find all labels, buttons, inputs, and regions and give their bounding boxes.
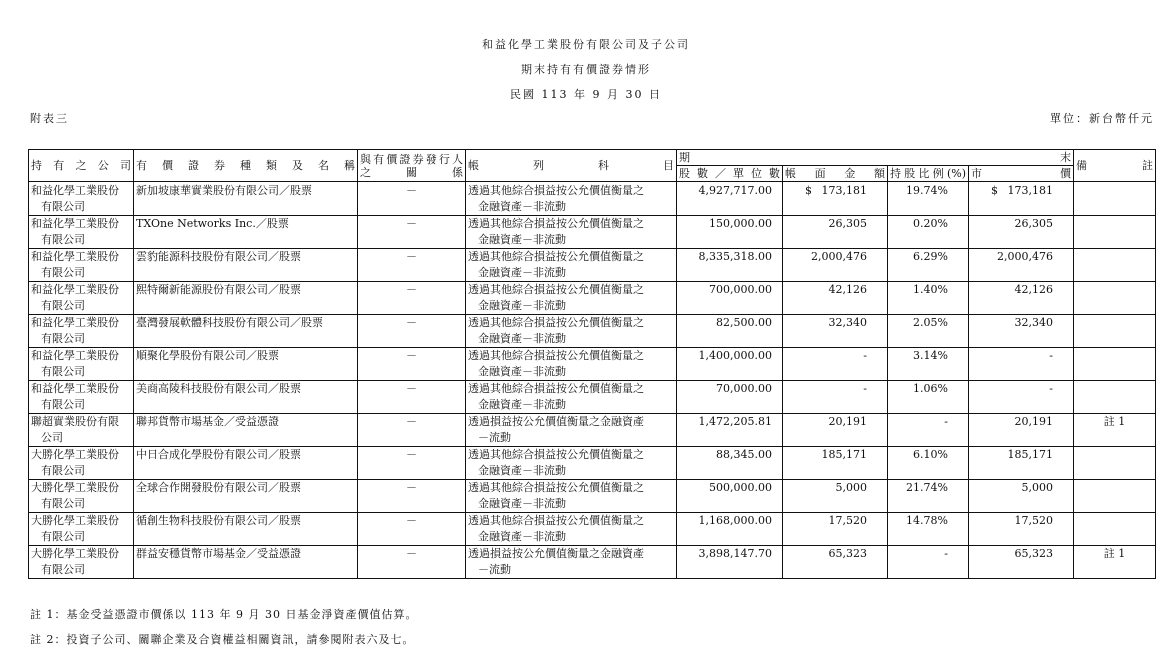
header-security: 有 價 證 券 種 類 及 名 稱 [134, 150, 358, 182]
table-row [29, 480, 1156, 513]
relation-cell: － [358, 315, 466, 348]
ratio-cell: 1.06% [888, 381, 969, 414]
security-cell: 新加坡康華實業股份有限公司／股票 [134, 182, 358, 216]
table-row [29, 414, 1156, 447]
ratio-cell: 1.40% [888, 282, 969, 315]
header-holder: 持 有 之 公 司 [29, 150, 134, 182]
report-company-title: 和益化學工業股份有限公司及子公司 [482, 38, 690, 51]
unit-label: 單位：新台幣仟元 [1050, 112, 1154, 125]
footnote-1: 註 1：基金受益憑證市價係以 113 年 9 月 30 日基金淨資產價值估算。 [30, 608, 418, 621]
account-cell: 透過其他綜合損益按公允價值衡量之 金融資產－非流動 [466, 282, 677, 315]
market-value-cell: - [969, 348, 1074, 381]
account-cell: 透過其他綜合損益按公允價值衡量之 金融資產－非流動 [466, 447, 677, 480]
relation-cell: － [358, 348, 466, 381]
header-ratio: 持股比例(%) [888, 166, 969, 182]
ratio-cell: - [888, 546, 969, 579]
remark-cell [1074, 381, 1156, 414]
security-cell: 臺灣發展軟體科技股份有限公司／股票 [134, 315, 358, 348]
relation-cell: － [358, 381, 466, 414]
holder-cell: 聯超實業股份有限 公司 [29, 414, 134, 447]
table-row [29, 315, 1156, 348]
remark-cell: 註 1 [1074, 414, 1156, 447]
security-cell: 雲豹能源科技股份有限公司／股票 [134, 249, 358, 282]
shares-cell: 150,000.00 [677, 216, 783, 249]
remark-cell [1074, 348, 1156, 381]
table-row [29, 348, 1156, 381]
table-row [29, 216, 1156, 249]
header-relation: 與有價證券發行人 之 關 係 [358, 150, 466, 182]
table-row [29, 249, 1156, 282]
security-cell: 中日合成化學股份有限公司／股票 [134, 447, 358, 480]
book-value-cell: 32,340 [783, 315, 888, 348]
relation-cell: － [358, 249, 466, 282]
securities-table [28, 149, 1156, 579]
account-cell: 透過其他綜合損益按公允價值衡量之 金融資產－非流動 [466, 381, 677, 414]
book-value-cell: 5,000 [783, 480, 888, 513]
table-row [29, 381, 1156, 414]
shares-cell: 88,345.00 [677, 447, 783, 480]
security-cell: 循創生物科技股份有限公司／股票 [134, 513, 358, 546]
account-cell: 透過其他綜合損益按公允價值衡量之 金融資產－非流動 [466, 249, 677, 282]
remark-cell: 註 1 [1074, 546, 1156, 579]
ratio-cell: - [888, 414, 969, 447]
holder-cell: 和益化學工業股份 有限公司 [29, 282, 134, 315]
market-value-cell: 26,305 [969, 216, 1074, 249]
remark-cell [1074, 182, 1156, 216]
relation-cell: － [358, 447, 466, 480]
shares-cell: 4,927,717.00 [677, 182, 783, 216]
holder-cell: 和益化學工業股份 有限公司 [29, 315, 134, 348]
book-value-cell: 65,323 [783, 546, 888, 579]
ratio-cell: 6.10% [888, 447, 969, 480]
security-cell: 美商高陵科技股份有限公司／股票 [134, 381, 358, 414]
security-cell: TXOne Networks Inc.／股票 [134, 216, 358, 249]
market-value-cell: 42,126 [969, 282, 1074, 315]
header-book-value: 帳 面 金 額 [783, 166, 888, 182]
security-cell: 聯邦貨幣市場基金／受益憑證 [134, 414, 358, 447]
holder-cell: 和益化學工業股份 有限公司 [29, 182, 134, 216]
security-cell: 順聚化學股份有限公司／股票 [134, 348, 358, 381]
ratio-cell: 2.05% [888, 315, 969, 348]
table-row [29, 182, 1156, 216]
market-value-cell: 20,191 [969, 414, 1074, 447]
report-subtitle: 期末持有有價證券情形 [521, 63, 651, 76]
footnote-2: 註 2：投資子公司、關聯企業及合資權益相關資訊，請參閱附表六及七。 [30, 633, 415, 646]
header-market-value: 市 價 [969, 166, 1074, 182]
account-cell: 透過其他綜合損益按公允價值衡量之 金融資產－非流動 [466, 216, 677, 249]
table-row [29, 546, 1156, 579]
remark-cell [1074, 513, 1156, 546]
shares-cell: 500,000.00 [677, 480, 783, 513]
security-cell: 全球合作開發股份有限公司／股票 [134, 480, 358, 513]
header-shares: 股數／單位數 [677, 166, 783, 182]
security-cell: 熙特爾新能源股份有限公司／股票 [134, 282, 358, 315]
market-value-cell: - [969, 381, 1074, 414]
book-value-cell: 17,520 [783, 513, 888, 546]
ratio-cell: 3.14% [888, 348, 969, 381]
holder-cell: 大勝化學工業股份 有限公司 [29, 480, 134, 513]
ratio-cell: 19.74% [888, 182, 969, 216]
book-value-cell: $ 173,181 [783, 182, 888, 216]
relation-cell: － [358, 282, 466, 315]
book-value-cell: 2,000,476 [783, 249, 888, 282]
book-value-cell: 185,171 [783, 447, 888, 480]
relation-cell: － [358, 513, 466, 546]
ratio-cell: 21.74% [888, 480, 969, 513]
ratio-cell: 0.20% [888, 216, 969, 249]
book-value-cell: 42,126 [783, 282, 888, 315]
relation-cell: － [358, 216, 466, 249]
account-cell: 透過其他綜合損益按公允價值衡量之 金融資產－非流動 [466, 513, 677, 546]
shares-cell: 1,400,000.00 [677, 348, 783, 381]
shares-cell: 1,472,205.81 [677, 414, 783, 447]
holder-cell: 和益化學工業股份 有限公司 [29, 216, 134, 249]
market-value-cell: 185,171 [969, 447, 1074, 480]
market-value-cell: 5,000 [969, 480, 1074, 513]
book-value-cell: 26,305 [783, 216, 888, 249]
table-row [29, 447, 1156, 480]
holder-cell: 大勝化學工業股份 有限公司 [29, 513, 134, 546]
account-cell: 透過其他綜合損益按公允價值衡量之 金融資產－非流動 [466, 315, 677, 348]
book-value-cell: 20,191 [783, 414, 888, 447]
header-period-end: 期 末 [677, 150, 1074, 166]
holder-cell: 和益化學工業股份 有限公司 [29, 381, 134, 414]
ratio-cell: 14.78% [888, 513, 969, 546]
remark-cell [1074, 216, 1156, 249]
security-cell: 群益安穩貨幣市場基金／受益憑證 [134, 546, 358, 579]
holder-cell: 和益化學工業股份 有限公司 [29, 249, 134, 282]
shares-cell: 3,898,147.70 [677, 546, 783, 579]
shares-cell: 82,500.00 [677, 315, 783, 348]
account-cell: 透過其他綜合損益按公允價值衡量之 金融資產－非流動 [466, 182, 677, 216]
account-cell: 透過其他綜合損益按公允價值衡量之 金融資產－非流動 [466, 480, 677, 513]
shares-cell: 70,000.00 [677, 381, 783, 414]
holder-cell: 大勝化學工業股份 有限公司 [29, 447, 134, 480]
report-date: 民國 113 年 9 月 30 日 [510, 88, 662, 101]
table-row [29, 513, 1156, 546]
market-value-cell: 17,520 [969, 513, 1074, 546]
book-value-cell: - [783, 348, 888, 381]
shares-cell: 700,000.00 [677, 282, 783, 315]
market-value-cell: 65,323 [969, 546, 1074, 579]
book-value-cell: - [783, 381, 888, 414]
market-value-cell: 2,000,476 [969, 249, 1074, 282]
account-cell: 透過其他綜合損益按公允價值衡量之 金融資產－非流動 [466, 348, 677, 381]
relation-cell: － [358, 480, 466, 513]
ratio-cell: 6.29% [888, 249, 969, 282]
header-account: 帳 列 科 目 [466, 150, 677, 182]
account-cell: 透過損益按公允價值衡量之金融資產 －流動 [466, 414, 677, 447]
shares-cell: 1,168,000.00 [677, 513, 783, 546]
relation-cell: － [358, 414, 466, 447]
header-remark: 備 註 [1074, 150, 1156, 182]
market-value-cell: 32,340 [969, 315, 1074, 348]
relation-cell: － [358, 546, 466, 579]
remark-cell [1074, 249, 1156, 282]
remark-cell [1074, 447, 1156, 480]
table-row [29, 282, 1156, 315]
remark-cell [1074, 315, 1156, 348]
holder-cell: 大勝化學工業股份 有限公司 [29, 546, 134, 579]
account-cell: 透過損益按公允價值衡量之金融資產 －流動 [466, 546, 677, 579]
holder-cell: 和益化學工業股份 有限公司 [29, 348, 134, 381]
appendix-label: 附表三 [30, 112, 69, 125]
remark-cell [1074, 282, 1156, 315]
relation-cell: － [358, 182, 466, 216]
market-value-cell: $ 173,181 [969, 182, 1074, 216]
remark-cell [1074, 480, 1156, 513]
shares-cell: 8,335,318.00 [677, 249, 783, 282]
